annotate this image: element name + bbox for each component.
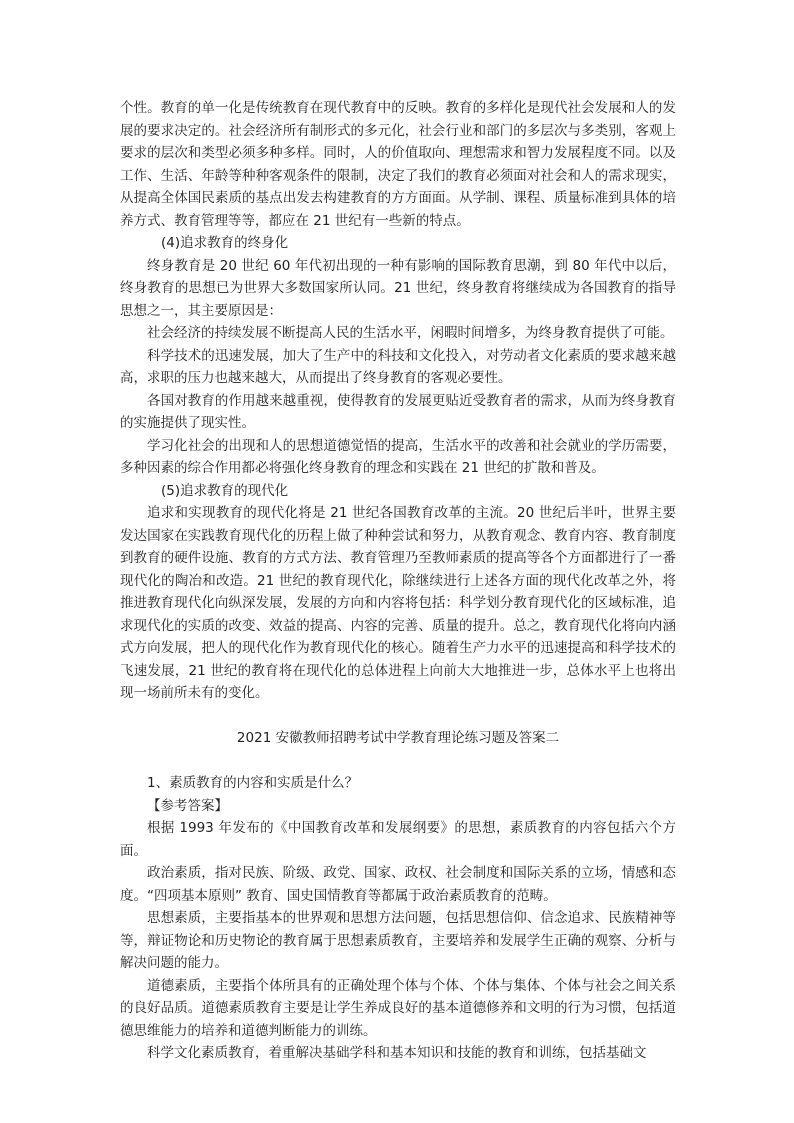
section-4-heading: (4)追求教育的终身化 [161,235,289,251]
section-5-paragraph: 追求和实现教育的现代化将是 21 世纪各国教育改革的主流。20 世纪后半叶，世界主要发达国家在实践教育现代化的历程上做了种种尝试和努力，从教育观念、教育内容、教育制度到教育的硬件设施、教育的方式方法、教育管理乃至教师素质的提高等各个方面都进行了一番现代化的陶冶和改造。21 世纪的教育现代化，除继续进行上述各方面的现代化改革之外，将推进教育现代化向纵深发展，发展的方向和内容将包括：科学划分教育现代化的区域标准，追求现代化的实质的改变、效益的提高、内容的完善、质量的提升。总之，教育现代化将向内涵式方向发展，把人的现代化作为教育现代化的核心。随着生产力水平的迅速提高和科学技术的飞速发展，21 世纪的教育将在现代化的总体进程上向前大大地推进一步，总体水平上也将出现一场前所未有的变化。 [120,505,676,701]
answer-paragraph-2: 政治素质，指对民族、阶级、政党、国家、政权、社会制度和国际关系的立场，情感和态度。“四项基本原则” 教育、国史国情教育等都属于政治素质教育的范畴。 [120,865,676,904]
document-body [120,97,676,1065]
section-4-paragraph-2: 社会经济的持续发展不断提高人民的生活水平，闲暇时间增多，为终身教育提供了可能。 [147,325,674,341]
question-1: 1、素质教育的内容和实质是什么？ [147,775,359,791]
section-5-heading: (5)追求教育的现代化 [161,482,289,499]
answer-label: 【参考答案】 [147,797,228,814]
section-4-paragraph-1: 终身教育是 20 世纪 60 年代初出现的一种有影响的国际教育思潮，到 80 年代中以后，终身教育的思想已为世界大多数国家所认同。21 世纪，终身教育将继续成为各国教育的指导思想之一，其主要原因是： [120,257,676,319]
document-title: 2021 安徽教师招聘考试中学教育理论练习题及答案二 [236,729,560,746]
section-4-paragraph-3: 科学技术的迅速发展，加大了生产中的科技和文化投入，对劳动者文化素质的要求越来越高，求职的压力也越来越大，从而提出了终身教育的客观必要性。 [120,347,676,386]
answer-paragraph-5: 科学文化素质教育，着重解决基础学科和基本知识和技能的教育和训练，包括基础文 [147,1045,647,1061]
answer-paragraph-3: 思想素质，主要指基本的世界观和思想方法问题，包括思想信仰、信念追求、民族精神等等，辩证物论和历史物论的教育属于思想素质教育，主要培养和发展学生正确的观察、分析与解决问题的能力。 [120,910,676,971]
answer-paragraph-1: 根据 1993 年发布的《中国教育改革和发展纲要》的思想，素质教育的内容包括六个方面。 [120,820,676,859]
section-4-paragraph-4: 各国对教育的作用越来越重视，使得教育的发展更贴近受教育者的需求，从而为终身教育的实施提供了现实性。 [120,392,676,431]
answer-paragraph-4: 道德素质，主要指个体所具有的正确处理个体与个体、个体与集体、个体与社会之间关系的良好品质。道德素质教育主要是让学生养成良好的基本道德修养和文明的行为习惯，包括道德思维能力的培养和道德判断能力的训练。 [120,977,676,1039]
section-4-paragraph-5: 学习化社会的出现和人的思想道德觉悟的提高，生活水平的改善和社会就业的学历需要，多种因素的综合作用都必将强化终身教育的理念和实践在 21 世纪的扩散和普及。 [120,437,676,476]
continuation-paragraph: 个性。教育的单一化是传统教育在现代教育中的反映。教育的多样化是现代社会发展和人的发展的要求决定的。社会经济所有制形式的多元化，社会行业和部门的多层次与多类别，客观上要求的层次和类型必须多种多样。同时，人的价值取向、理想需求和智力发展程度不同。以及工作、生活、年龄等种种客观条件的限制，决定了我们的教育必须面对社会和人的需求现实，从提高全体国民素质的基点出发去构建教育的方方面面。从学制、课程、质量标准到具体的培养方式、教育管理等等，都应在 21 世纪有一些新的特点。 [120,100,676,229]
